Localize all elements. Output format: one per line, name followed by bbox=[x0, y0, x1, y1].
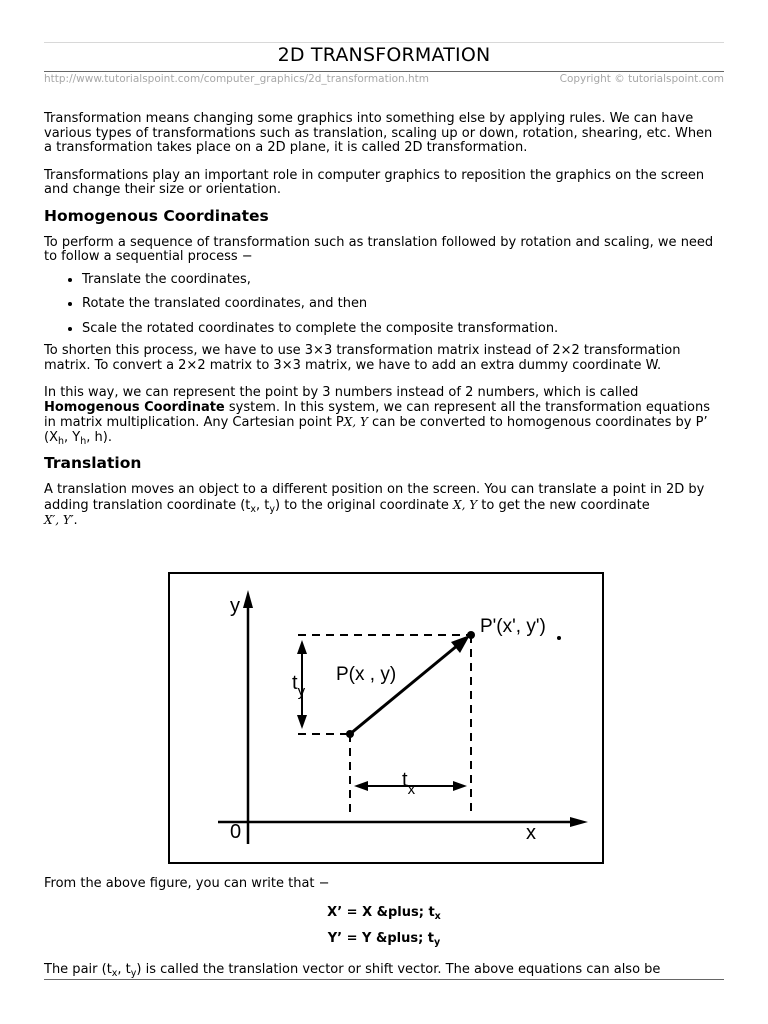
copyright-notice: Copyright © tutorialspoint.com bbox=[559, 73, 724, 85]
text-run: ) to the original coordinate bbox=[275, 497, 454, 513]
x-axis-label: x bbox=[526, 822, 536, 844]
homogenous-paragraph-3 bbox=[44, 386, 724, 445]
section-heading-homogenous: Homogenous Coordinates bbox=[44, 206, 269, 225]
stray-dot bbox=[557, 636, 561, 640]
ty-label-sub: y bbox=[297, 683, 306, 700]
text-run: A translation moves an object to a different position on the screen. You can translate a point in 2D by adding translation coordinate (t bbox=[44, 482, 705, 513]
subscript: x bbox=[111, 967, 118, 979]
process-steps-list bbox=[44, 273, 724, 337]
intro-paragraph-1: Transformation means changing some graphics into something else by applying rules. We can have various types of transformations such as translation, scaling up or down, rotation, shearing, etc. When a transformation takes place on a 2D plane, it is called 2D transformation. bbox=[44, 111, 713, 155]
translation-paragraph-2: From the above figure, you can write that − bbox=[44, 876, 330, 891]
math-xy: X, Y bbox=[453, 497, 478, 512]
title-bar bbox=[44, 42, 724, 72]
text-run: In this way, we can represent the point by 3 numbers instead of 2 numbers, which is called bbox=[44, 385, 639, 400]
list-item: • Rotate the translated coordinates, and then bbox=[82, 297, 724, 312]
section-heading-translation: Translation bbox=[44, 454, 142, 472]
text-run: , h). bbox=[86, 429, 112, 445]
text-run: can be converted to homogenous coordinates by P’ (X bbox=[44, 415, 708, 445]
source-url[interactable]: http://www.tutorialspoint.com/computer_graphics/2d_transformation.htm bbox=[44, 73, 430, 85]
text-run: ) is called the translation vector or shift vector. The above equations can also be bbox=[136, 961, 661, 977]
equation-y bbox=[44, 932, 724, 947]
homogenous-paragraph-1: To perform a sequence of transformation such as translation followed by rotation and scaling, we need to follow a sequential process − bbox=[44, 234, 714, 264]
math-xy-prime: X′, Y′ bbox=[44, 513, 74, 527]
subscript: y bbox=[130, 967, 137, 979]
text-run: , t bbox=[117, 961, 131, 977]
text-run: to get the new coordinate bbox=[477, 497, 650, 513]
text-run: . bbox=[73, 513, 78, 528]
point-p-prime-label: P'(x', y') bbox=[480, 616, 546, 637]
ty-label-main: t bbox=[292, 672, 298, 694]
equation-x-main: X’ = X &plus; t bbox=[327, 904, 435, 920]
subscript: h bbox=[57, 435, 65, 447]
point-p-prime-dot bbox=[467, 631, 475, 639]
subscript: y bbox=[269, 503, 275, 515]
translation-paragraph-3 bbox=[44, 963, 724, 978]
subscript: y bbox=[434, 937, 441, 948]
article-body bbox=[44, 112, 724, 529]
text-run: The pair (t bbox=[44, 961, 112, 977]
homogenous-paragraph-2: To shorten this process, we have to use 3×3 transformation matrix instead of 2×2 transformation matrix. To convert a 2×2 matrix to 3×3 matrix, we have to add an extra dummy coordinate W. bbox=[44, 343, 681, 373]
tx-label-main: t bbox=[402, 769, 408, 791]
translation-figure bbox=[168, 572, 604, 864]
after-figure-text bbox=[44, 877, 724, 977]
list-item: • Translate the coordinates, bbox=[82, 273, 724, 288]
equation-x bbox=[44, 906, 724, 921]
page-title: 2D TRANSFORMATION bbox=[277, 44, 491, 66]
point-p-label: P(x , y) bbox=[336, 664, 397, 685]
origin-label: 0 bbox=[230, 821, 242, 843]
homogenous-coordinate-term: Homogenous Coordinate bbox=[44, 399, 225, 415]
subscript: h bbox=[80, 435, 87, 447]
text-run: , t bbox=[256, 497, 270, 513]
subscript: x bbox=[250, 503, 256, 515]
translation-paragraph-1 bbox=[44, 483, 724, 529]
intro-paragraph-2: Transformations play an important role in computer graphics to reposition the graphics on the screen and change their size or orientation. bbox=[44, 167, 705, 197]
math-xy: X, Y bbox=[343, 415, 368, 429]
subscript: x bbox=[434, 910, 441, 922]
point-p-dot bbox=[346, 730, 354, 738]
text-run: , Y bbox=[64, 429, 81, 445]
tx-label-sub: x bbox=[407, 781, 416, 798]
equation-y-main: Y’ = Y &plus; t bbox=[327, 931, 435, 946]
text-run: system. In this system, we can represent all the transformation equations in matrix multiplication. Any Cartesian point P bbox=[44, 399, 710, 430]
bottom-divider bbox=[44, 979, 724, 980]
list-item: • Scale the rotated coordinates to complete the composite transformation. bbox=[82, 322, 724, 337]
y-axis-label: y bbox=[230, 595, 240, 617]
